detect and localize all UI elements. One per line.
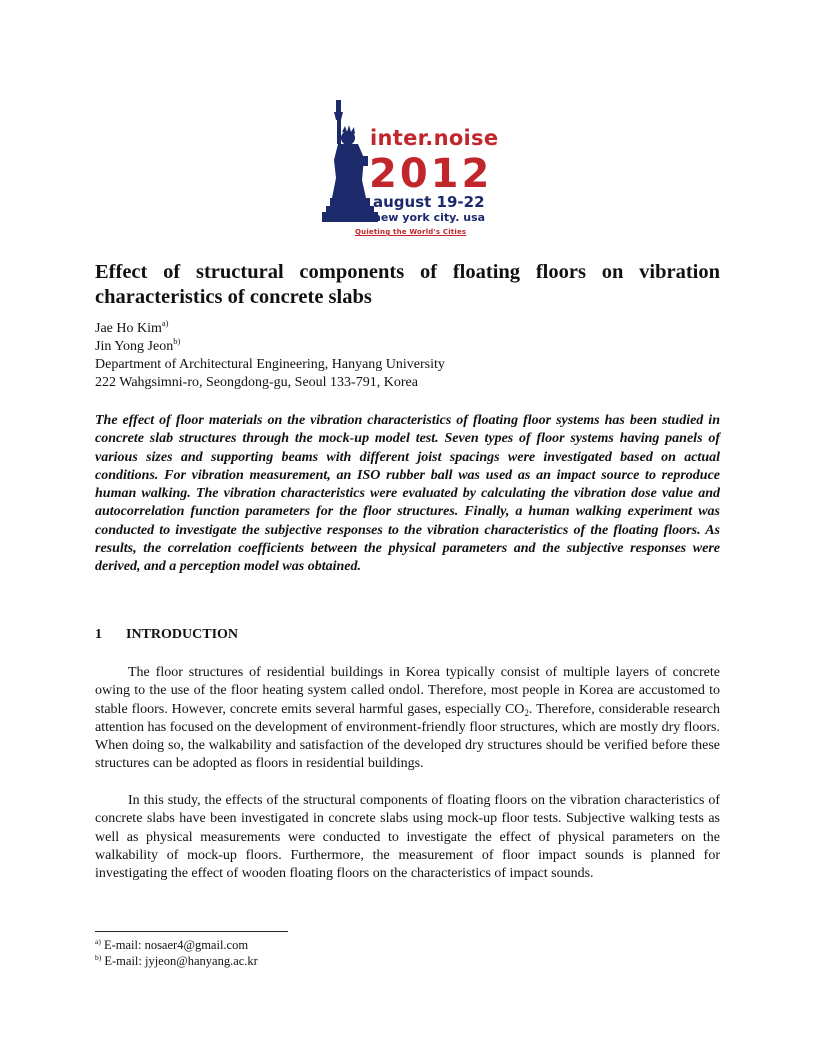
footnote-mark: b) (95, 953, 102, 962)
author-name: Jae Ho Kim (95, 321, 162, 336)
affiliation: Department of Architectural Engineering, Hanyang University (95, 357, 445, 372)
address: 222 Wahgsimni-ro, Seongdong-gu, Seoul 133-791, Korea (95, 375, 418, 390)
logo-dates: august 19-22 (373, 193, 485, 211)
paragraph-text: . Therefore, considerable research attention has focused on the development of environment-friendly floor structures, which are mostly dry floors. When doing so, the walkability and satisfaction of the developed dry structures should be verified before these structures can be adopted as floors in residential buildings. (95, 701, 720, 772)
author-mark: a) (161, 318, 169, 328)
section-number: 1 (95, 627, 102, 642)
subscript: 2 (524, 707, 529, 718)
author-1 (95, 320, 720, 338)
section-heading (95, 626, 238, 644)
intro-paragraph-1 (95, 664, 720, 774)
conference-logo (318, 98, 508, 243)
author-mark: b) (173, 336, 181, 346)
title-line-2: characteristics of concrete slabs (95, 286, 372, 308)
author-block (95, 320, 720, 392)
logo-tagline: Quieting the World's Cities (355, 228, 467, 236)
footnote-email: E-mail: nosaer4@gmail.com (100, 938, 249, 952)
footnote-a (95, 937, 258, 953)
footnote-mark: a) (95, 937, 101, 946)
intro-paragraph-2: In this study, the effects of the structural components of floating floors on the vibration characteristics of concrete slabs have been investigated in concrete slabs using mock-up floor tests. Subjective walking tests as well as physical measurements were conducted to investigate the effect of physical parameters on the walkability of mock-up floors. Furthermore, the measurement of floor impact sounds is planned for investigating the effect of wooden floating floors on the characteristics of impact sounds. (95, 793, 720, 882)
section-title: INTRODUCTION (126, 627, 239, 642)
author-name: Jin Yong Jeon (95, 339, 174, 354)
logo-year: 2012 (369, 151, 493, 197)
logo-name: inter.noise (370, 126, 499, 150)
footnote-email: E-mail: jyjeon@hanyang.ac.kr (101, 954, 258, 968)
footnotes (95, 937, 258, 969)
footnote-divider (95, 931, 288, 932)
logo-city: new york city. usa (373, 211, 486, 224)
footnote-b (95, 953, 258, 969)
author-2 (95, 338, 720, 356)
paragraph-text: The floor structures of residential buildings in Korea typically consist of multiple layers of concrete owing to the use of the floor heating system called ondol. Therefore, most people in Korea are accustomed to stable floors. However, concrete emits several harmful gases, especially CO (95, 665, 720, 717)
title-line-1: Effect of structural components of floating floors on vibration (95, 261, 720, 283)
paper-title (95, 260, 720, 310)
abstract: The effect of floor materials on the vibration characteristics of floating floor systems has been studied in concrete slab structures through the mock-up model test. Seven types of floor systems having panels of various sizes and supporting beams with different joist spacings were investigated based on actual conditions. For vibration measurement, an ISO rubber ball was used as an impact source to reproduce human walking. The vibration characteristics were evaluated by calculating the vibration dose value and autocorrelation function parameters for the floor structures. Finally, a human walking experiment was conducted to investigate the subjective responses to the vibration characteristics of the floating floors. As results, the correlation coefficients between the physical parameters and the subjective responses were derived, and a perception model was obtained. (95, 413, 720, 575)
